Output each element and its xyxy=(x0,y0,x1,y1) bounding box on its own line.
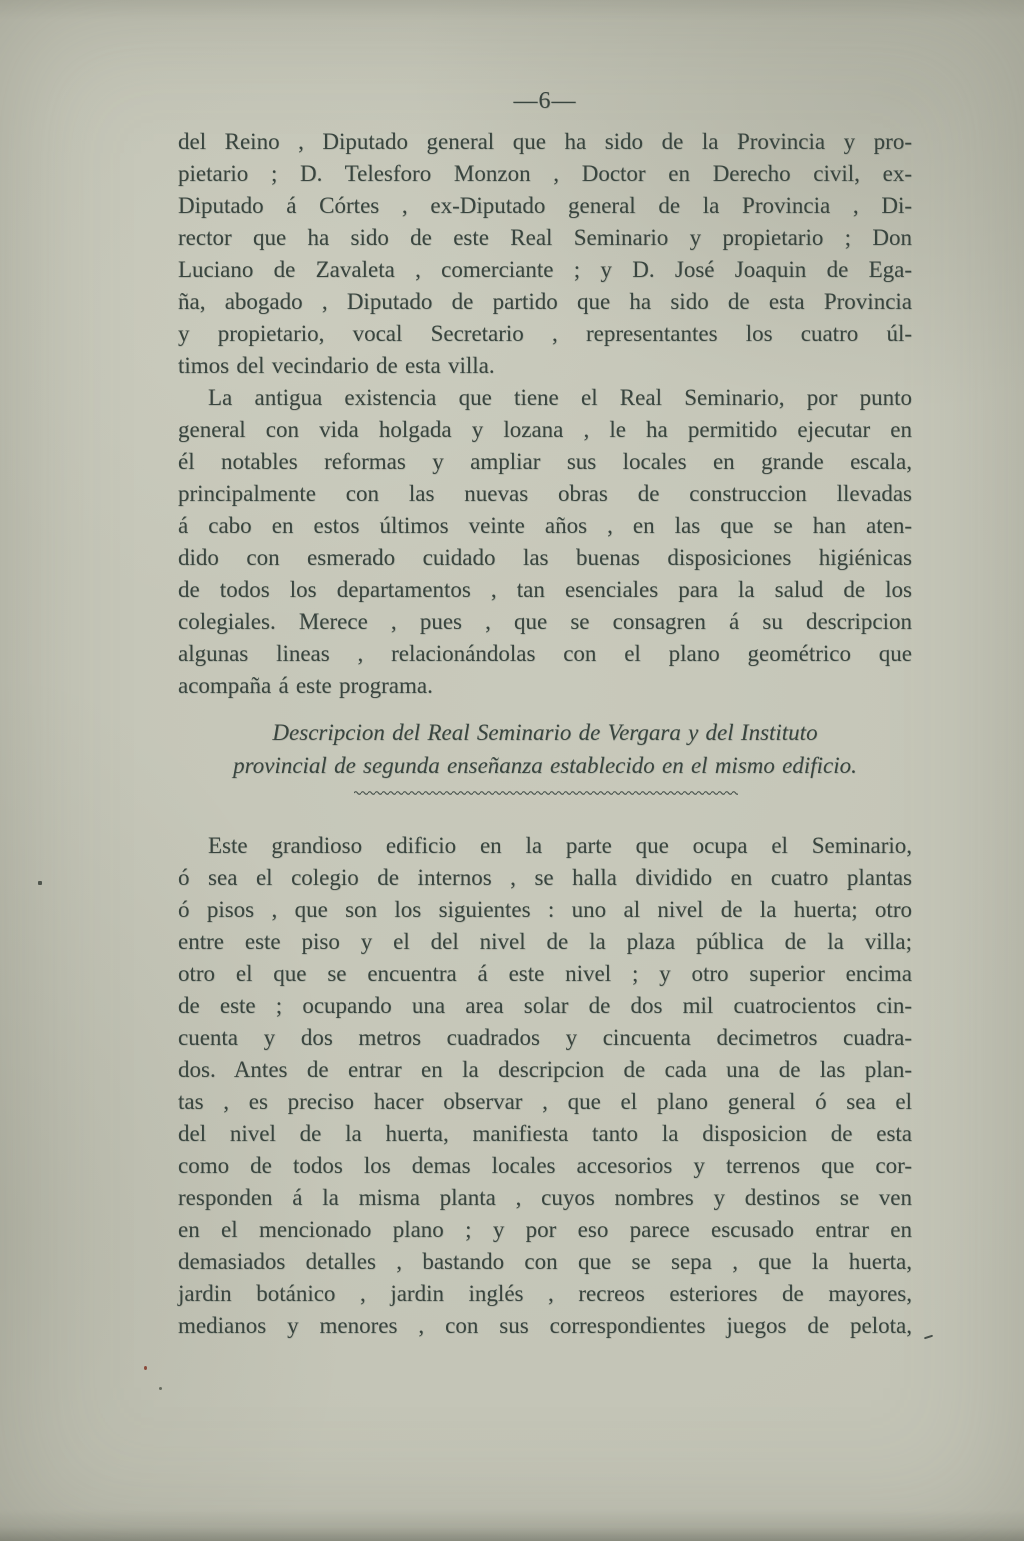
text-line: dos. Antes de entrar en la descripcion de cada una de las plan- xyxy=(178,1057,912,1082)
text-line: como de todos los demas locales accesorios y terrenos que cor- xyxy=(178,1153,912,1178)
text-line: rector que ha sido de este Real Seminario y propietario ; Don xyxy=(178,225,912,250)
text-line: de todos los departamentos , tan esenciales para la salud de los xyxy=(178,577,912,602)
text-line: ña, abogado , Diputado de partido que ha sido de esta Provincia xyxy=(178,289,912,314)
text-line: demasiados detalles , bastando con que se sepa , que la huerta, xyxy=(178,1249,912,1274)
dust-speck xyxy=(144,1366,147,1370)
text-line: y propietario, vocal Secretario , representantes los cuatro úl- xyxy=(178,321,912,346)
text-line: jardin botánico , jardin inglés , recreos esteriores de mayores, xyxy=(178,1281,912,1306)
paragraph-building-description xyxy=(178,830,912,1342)
text-line: principalmente con las nuevas obras de construccion llevadas xyxy=(178,481,912,506)
text-line: algunas lineas , relacionándolas con el plano geométrico que xyxy=(178,641,912,666)
text-line: provincial de segunda enseñanza establecido en el mismo edificio. xyxy=(233,753,857,778)
text-line: ó sea el colegio de internos , se halla dividido en cuatro plantas xyxy=(178,865,912,890)
text-line: en el mencionado plano ; y por eso parece escusado entrar en xyxy=(178,1217,912,1242)
text-line: del Reino , Diputado general que ha sido de la Provincia y pro- xyxy=(178,129,912,154)
paragraph-continuation xyxy=(178,126,912,382)
text-line: responden á la misma planta , cuyos nombres y destinos se ven xyxy=(178,1185,912,1210)
text-line: á cabo en estos últimos veinte años , en las que se han aten- xyxy=(178,513,912,538)
dust-speck xyxy=(38,881,42,885)
text-line: de este ; ocupando una area solar de dos mil cuatrocientos cin- xyxy=(178,993,912,1018)
text-line: Diputado á Córtes , ex-Diputado general de la Provincia , Di- xyxy=(178,193,912,218)
ink-smudge xyxy=(924,1335,933,1340)
text-line: del nivel de la huerta, manifiesta tanto la disposicion de esta xyxy=(178,1121,912,1146)
wavy-divider xyxy=(354,789,738,797)
text-line: otro el que se encuentra á este nivel ; y otro superior encima xyxy=(178,961,912,986)
text-line: entre este piso y el del nivel de la plaza pública de la villa; xyxy=(178,929,912,954)
text-line: cuenta y dos metros cuadrados y cincuenta decimetros cuadra- xyxy=(178,1025,912,1050)
text-line: La antigua existencia que tiene el Real Seminario, por punto xyxy=(208,385,912,410)
text-line: Este grandioso edificio en la parte que ocupa el Seminario, xyxy=(208,833,912,858)
text-line: ó pisos , que son los siguientes : uno al nivel de la huerta; otro xyxy=(178,897,912,922)
text-line: él notables reformas y ampliar sus locales en grande escala, xyxy=(178,449,912,474)
text-line: medianos y menores , con sus correspondientes juegos de pelota, xyxy=(178,1313,912,1338)
text-line: dido con esmerado cuidado las buenas disposiciones higiénicas xyxy=(178,545,912,570)
page-number: —6— xyxy=(513,88,577,114)
text-line: acompaña á este programa. xyxy=(178,673,433,698)
text-line: tas , es preciso hacer observar , que el plano general ó sea el xyxy=(178,1089,912,1114)
text-line: timos del vecindario de esta villa. xyxy=(178,353,495,378)
text-line: Descripcion del Real Seminario de Vergara y del Instituto xyxy=(272,720,818,745)
dust-speck xyxy=(159,1387,162,1390)
text-line: pietario ; D. Telesforo Monzon , Doctor en Derecho civil, ex- xyxy=(178,161,912,186)
section-heading xyxy=(178,716,912,782)
paragraph-seminary-history xyxy=(178,382,912,702)
text-line: Luciano de Zavaleta , comerciante ; y D. José Joaquin de Ega- xyxy=(178,257,912,282)
text-line: general con vida holgada y lozana , le ha permitido ejecutar en xyxy=(178,417,912,442)
text-line: colegiales. Merece , pues , que se consagren á su descripcion xyxy=(178,609,912,634)
